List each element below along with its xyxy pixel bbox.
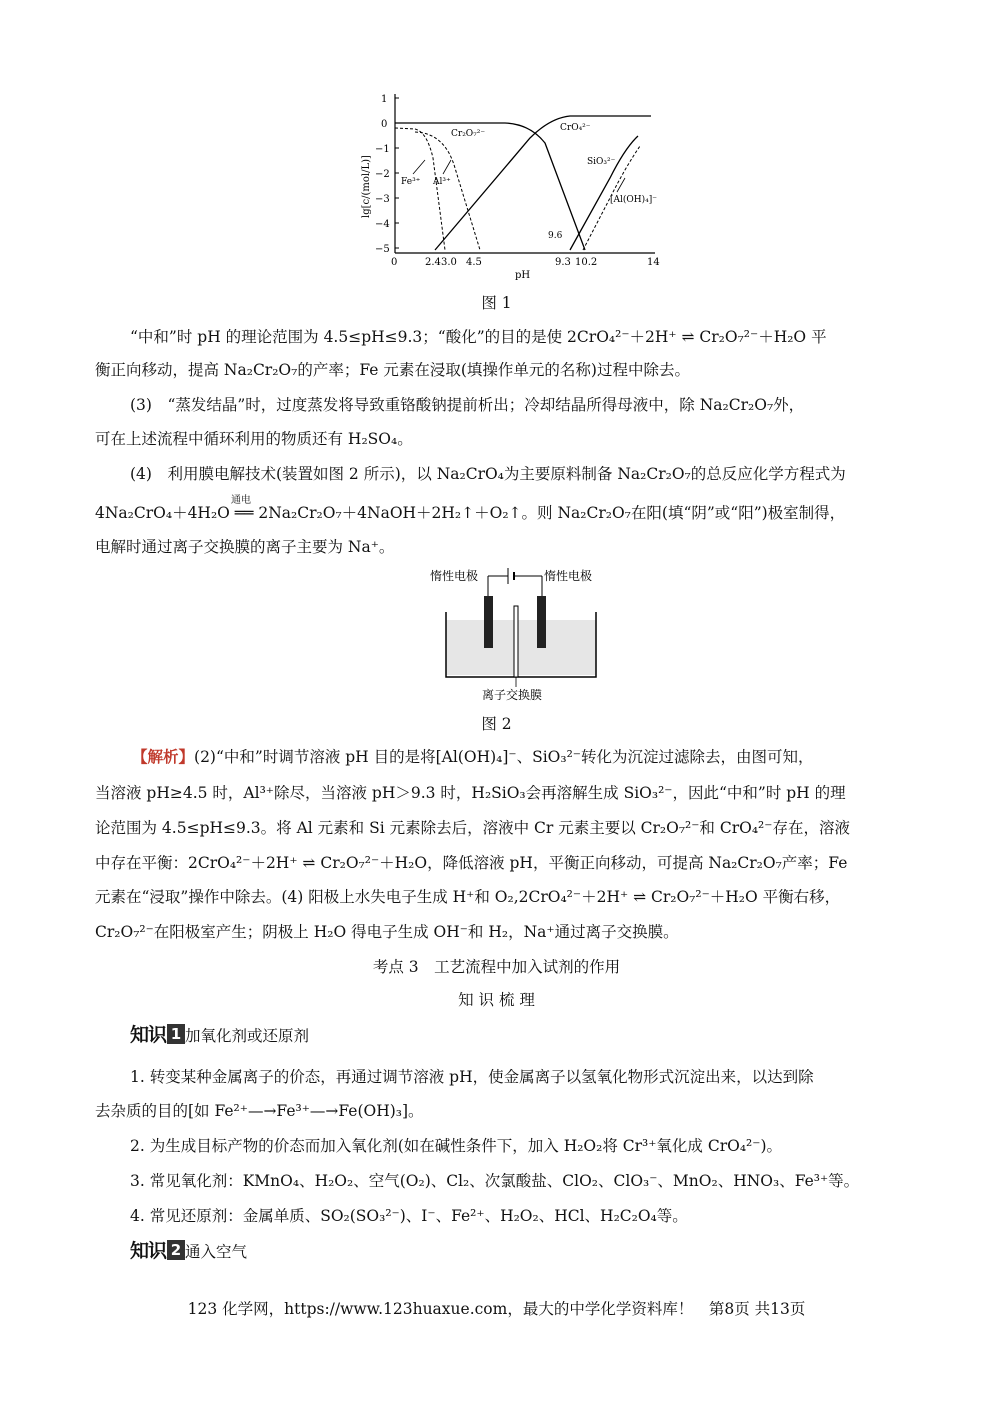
ion-exchange-membrane [514, 606, 518, 677]
knowledge2-heading [130, 1240, 935, 1263]
analysis-line6: Cr₂O₇²⁻在阳极室产生；阴极上 H₂O 得电子生成 OH⁻和 H₂，Na⁺通过离子交换膜。 [95, 923, 679, 941]
xtick-0: 0 [391, 257, 398, 268]
knowledge-number: 1 [167, 1024, 185, 1044]
label-cro4: CrO₄²⁻ [560, 123, 591, 133]
knowledge-icon: 知识 [130, 1024, 167, 1046]
right-electrode [537, 596, 546, 648]
knowledge1-title: 加氧化剂或还原剂 [185, 1027, 310, 1045]
analysis-tag: 【解析】 [132, 748, 195, 766]
x-axis-label: pH [515, 270, 531, 281]
label-cr2o7: Cr₂O₇²⁻ [451, 129, 486, 139]
para1-line1: “中和”时 pH 的理论范围为 4.5≤pH≤9.3；“酸化”的目的是使 2CrO₄²⁻＋2H⁺ ⇌ Cr₂O₇²⁻＋H₂O 平 [130, 328, 827, 346]
analysis-line3: 论范围为 4.5≤pH≤9.3。将 Al 元素和 Si 元素除去后，溶液中 Cr 元素主要以 Cr₂O₇²⁻和 CrO₄²⁻存在，溶液 [95, 819, 850, 837]
knowledge1-item1b: 去杂质的目的[如 Fe²⁺—→Fe³⁺—→Fe(OH)₃]。 [95, 1102, 424, 1120]
figure-1-caption: 图 1 [481, 294, 512, 312]
para4-line1: (4) 利用膜电解技术(装置如图 2 所示)，以 Na₂CrO₄为主要原料制备 Na₂Cr₂O₇的总反应化学方程式为 [130, 465, 846, 483]
knowledge1-item3: 3. 常见氧化剂：KMnO₄、H₂O₂、空气(O₂)、Cl₂、次氯酸盐、ClO₂、ClO₃⁻、MnO₂、HNO₃、Fe³⁺等。 [130, 1172, 860, 1190]
xtick-9.3: 9.3 [555, 257, 571, 268]
xtick-14: 14 [647, 257, 660, 268]
knowledge-icon: 知识 [130, 1240, 167, 1262]
electrolysis-condition: 通电 [231, 495, 251, 506]
ytick-m3: −3 [375, 194, 390, 205]
para3-line1: (3) “蒸发结晶”时，过度蒸发将导致重铬酸钠提前析出；冷却结晶所得母液中，除 Na₂Cr₂O₇外， [130, 396, 805, 414]
section-title: 考点 3 工艺流程中加入试剂的作用 [372, 958, 621, 976]
ytick-m1: −1 [375, 144, 390, 155]
figure-2-caption: 图 2 [481, 715, 512, 733]
knowledge1-item2: 2. 为生成目标产物的价态而加入氧化剂(如在碱性条件下，加入 H₂O₂将 Cr³⁺氧化成 CrO₄²⁻)。 [130, 1137, 782, 1155]
al-curve [415, 132, 480, 250]
xtick-2.4: 2.4 [425, 257, 441, 268]
ytick-m2: −2 [375, 169, 390, 180]
para3-line2: 可在上述流程中循环利用的物质还有 H₂SO₄。 [95, 430, 413, 448]
solution [446, 620, 596, 675]
label-sio3: SiO₃²⁻ [587, 157, 616, 167]
knowledge-number: 2 [167, 1240, 185, 1260]
y-ticks [395, 98, 399, 248]
left-electrode [484, 596, 493, 648]
xtick-3.0: 3.0 [441, 257, 457, 268]
para4-line3: 电解时通过离子交换膜的离子主要为 Na⁺。 [95, 538, 395, 556]
ytick-0: 0 [381, 119, 388, 130]
label-fe: Fe³⁺ [401, 177, 421, 187]
ytick-m5: −5 [375, 244, 390, 255]
analysis-line4: 中存在平衡：2CrO₄²⁻＋2H⁺ ⇌ Cr₂O₇²⁻＋H₂O，降低溶液 pH，平衡正向移动，可提高 Na₂Cr₂O₇产率；Fe [95, 854, 848, 872]
left-electrode-label: 惰性电极 [430, 569, 479, 583]
figure-2-electrolysis-cell [428, 562, 618, 712]
label-al: Al³⁺ [433, 177, 451, 187]
fe-curve [395, 128, 445, 250]
ytick-1: 1 [381, 94, 388, 105]
analysis-line1-text: (2)“中和”时调节溶液 pH 目的是将[Al(OH)₄]⁻、SiO₃²⁻转化为沉淀过滤除去，由图可知， [194, 748, 814, 766]
page-footer: 123 化学网，https://www.123huaxue.com，最大的中学化学资料库！ 第8页 共13页 [187, 1300, 806, 1318]
xtick-4.5: 4.5 [466, 257, 482, 268]
figure-1-chart [355, 88, 675, 288]
para1-line2: 衡正向移动，提高 Na₂Cr₂O₇的产率；Fe 元素在浸取(填操作单元的名称)过程中除去。 [95, 361, 690, 379]
analysis-line1 [132, 746, 902, 768]
knowledge2-title: 通入空气 [185, 1243, 248, 1261]
section-subtitle: 知 识 梳 理 [458, 991, 535, 1009]
knowledge1-item1a: 1. 转变某种金属离子的价态，再通过调节溶液 pH，使金属离子以氢氧化物形式沉淀出来，以达到除 [130, 1068, 814, 1086]
label-9.6: 9.6 [548, 231, 563, 241]
knowledge1-item4: 4. 常见还原剂：金属单质、SO₂(SO₃²⁻)、I⁻、Fe²⁺、H₂O₂、HCl、H₂C₂O₄等。 [130, 1207, 688, 1225]
analysis-line5: 元素在“浸取”操作中除去。(4) 阳极上水失电子生成 H⁺和 O₂,2CrO₄²⁻＋2H⁺ ⇌ Cr₂O₇²⁻＋H₂O 平衡右移， [95, 888, 841, 906]
membrane-label: 离子交换膜 [482, 688, 543, 702]
ytick-m4: −4 [375, 219, 390, 230]
para4-line2: 4Na₂CrO₄＋4H₂O ══ 2Na₂Cr₂O₇＋4NaOH＋2H₂↑＋O₂↑。则 Na₂Cr₂O₇在阳(填“阴”或“阳”)极室制得， [95, 504, 846, 522]
right-electrode-label: 惰性电极 [544, 569, 593, 583]
y-axis-label: lg[c/(mol/L)] [361, 155, 372, 218]
analysis-line2: 当溶液 pH≥4.5 时，Al³⁺除尽，当溶液 pH＞9.3 时，H₂SiO₃会再溶解生成 SiO₃²⁻，因此“中和”时 pH 的理 [95, 784, 846, 802]
knowledge1-heading [130, 1024, 935, 1047]
aloh4-curve [570, 136, 638, 250]
xtick-10.2: 10.2 [575, 257, 598, 268]
label-aloh4: [Al(OH)₄]⁻ [610, 195, 658, 205]
